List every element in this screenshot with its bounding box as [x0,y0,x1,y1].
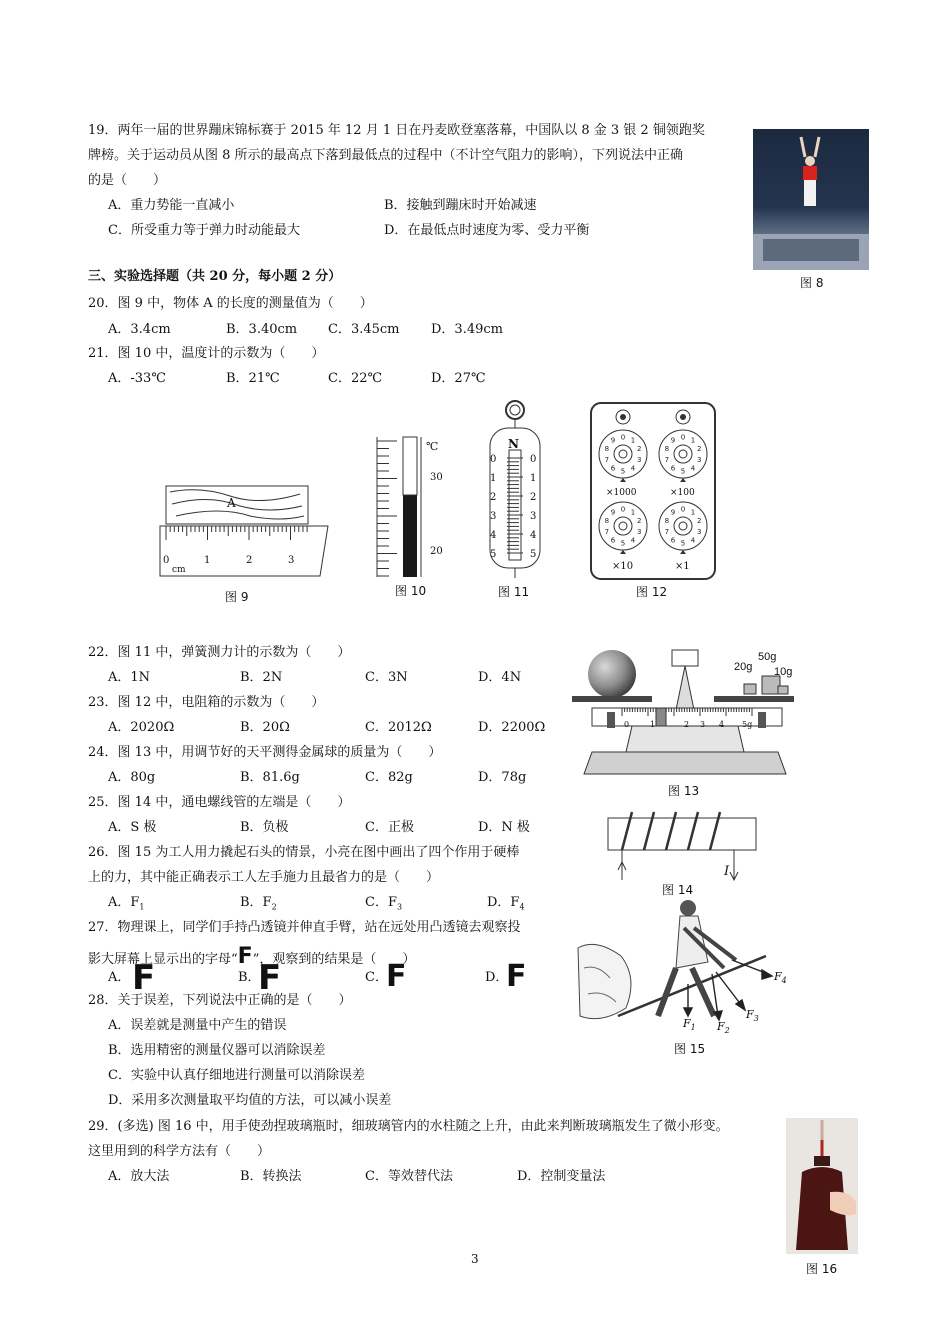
spring-tick-left-0: 0 [490,454,497,465]
dial-label-1: ×1 [675,561,690,572]
dial-label-100: ×100 [670,488,695,498]
current-label: I [724,864,730,879]
q29-option-a: A．放大法 [108,1169,170,1184]
dial-digit: 9 [670,436,676,445]
q22-option-b: B．2N [240,670,283,685]
q25-stem: 25．图 14 中，通电螺线管的左端是（ ） [88,795,351,810]
q21-option-c: C．22℃ [328,371,383,386]
dial-digit: 5 [620,467,626,476]
ruler-unit: cm [172,565,186,575]
weight-10g-label: 10g [774,666,793,678]
ruler-tick-2: 2 [246,555,253,566]
spring-tick-right-3: 3 [530,511,537,522]
q29-line2: 这里用到的科学方法有（ ） [88,1144,271,1159]
q19-option-b: B．接触到蹦床时开始减速 [384,198,537,213]
dial-digit: 9 [610,508,616,517]
q27-line1: 27．物理课上，同学们手持凸透镜并伸直手臂，站在远处用凸透镜去观察投 [88,920,521,935]
dial-digit: 5 [680,467,686,476]
figure-13-caption: 图 13 [668,784,700,798]
spring-tick-left-2: 2 [490,492,497,503]
beam-tick-5g: 5g [742,720,753,729]
q20-option-c: C．3.45cm [328,322,400,337]
spring-tick-right-2: 2 [530,492,537,503]
spring-tick-left-3: 3 [490,511,497,522]
dial-digit: 1 [690,508,696,517]
q23-option-a: A．2020Ω [108,720,175,735]
q24-option-d: D．78g [478,770,527,785]
dial-digit: 3 [696,527,702,536]
q22-option-a: A．1N [108,670,151,685]
q21-stem: 21．图 10 中，温度计的示数为（ ） [88,346,325,361]
q28-option-d: D．采用多次测量取平均值的方法，可以减小误差 [108,1093,392,1108]
q19-option-d: D．在最低点时速度为零、受力平衡 [384,223,590,238]
force-f2-label: $F_2$ [717,1020,730,1036]
q20-option-d: D．3.49cm [431,322,503,337]
q25-option-d: D．N 极 [478,820,530,835]
dial-digit: 6 [610,464,616,473]
figure-14-caption: 图 14 [662,883,694,897]
dial-digit: 8 [604,445,610,454]
trampoline-athlete-figure [753,129,869,270]
figure-11-caption: 图 11 [498,585,530,599]
q19-option-c: C．所受重力等于弹力时动能最大 [108,223,300,238]
dial-digit: 1 [630,508,636,517]
figure-15-caption: 图 15 [674,1042,706,1056]
q27-option-d: D． [485,970,509,985]
q27-option-c-letter: F [386,959,407,994]
ruler-tick-3: 3 [288,555,295,566]
beam-tick-1: 1 [650,720,656,729]
q27-line2: 影大屏幕上显示出的字母“F”，观察到的结果是（ ） [88,944,416,969]
q27-option-b: B． [238,970,261,985]
spring-tick-left-5: 5 [490,549,497,560]
q20-option-b: B．3.40cm [226,322,298,337]
dial-digit: 8 [604,517,610,526]
q20-option-a: A．3.4cm [108,322,171,337]
dial-digit: 8 [664,445,670,454]
spring-tick-right-5: 5 [530,549,537,560]
dial-digit: 3 [696,455,702,464]
dial-digit: 1 [630,436,636,445]
dial-digit: 7 [664,455,670,464]
dial-digit: 4 [630,464,636,473]
q27-option-b-letter: F [258,958,282,998]
dial-digit: 5 [680,539,686,548]
q22-stem: 22．图 11 中，弹簧测力计的示数为（ ） [88,645,351,660]
dial-digit: 4 [690,464,696,473]
q29-option-b: B．转换法 [240,1169,302,1184]
force-f1-label: $F_1$ [683,1017,696,1033]
dial-digit: 0 [680,433,686,442]
q28-option-a: A．误差就是测量中产生的错误 [108,1018,287,1033]
figure-9-object-label: A [227,496,236,510]
dial-digit: 6 [670,536,676,545]
beam-tick-4: 4 [719,720,725,729]
dial-digit: 2 [636,517,642,526]
q27-option-d-letter: F [506,959,527,994]
q22-option-d: D．4N [478,670,522,685]
dial-digit: 7 [664,527,670,536]
q26-option-d: D．$F_4$ [487,895,525,912]
figure-9-caption: 图 9 [225,590,249,604]
force-f4-label: $F_4$ [774,970,787,986]
q26-option-b: B．$F_2$ [240,895,277,912]
q26-line2: 上的力，其中能正确表示工人左手施力且最省力的是（ ） [88,870,440,885]
dial-digit: 7 [604,455,610,464]
thermometer-tick-20: 20 [430,546,443,557]
ruler-tick-1: 1 [204,555,211,566]
figure-14-solenoid [604,810,760,884]
ruler-tick-0: 0 [163,555,170,566]
q20-stem: 20．图 9 中，物体 A 的长度的测量值为（ ） [88,296,373,311]
q19-line1: 19．两年一届的世界蹦床锦标赛于 2015 年 12 月 1 日在丹麦欧登塞落幕，中国队以 8 金 3 银 2 铜领跑奖 [88,123,705,138]
page-number: 3 [471,1252,479,1266]
q28-option-b: B．选用精密的测量仪器可以消除误差 [108,1043,326,1058]
q21-option-b: B．21℃ [226,371,280,386]
dial-digit: 8 [664,517,670,526]
dial-digit: 9 [610,436,616,445]
thermometer-unit: ℃ [426,440,439,453]
q28-stem: 28．关于误差，下列说法中正确的是（ ） [88,993,352,1008]
figure-16-bottle-photo [786,1118,858,1254]
q23-option-b: B．20Ω [240,720,290,735]
dial-digit: 2 [696,517,702,526]
dial-digit: 2 [636,445,642,454]
q23-option-c: C．2012Ω [365,720,432,735]
dial-digit: 6 [670,464,676,473]
spring-tick-left-1: 1 [490,473,497,484]
spring-scale-unit: N [508,437,519,451]
dial-digit: 4 [630,536,636,545]
q29-option-c: C．等效替代法 [365,1169,453,1184]
q29-option-d: D．控制变量法 [517,1169,606,1184]
q27-option-a: A． [108,970,131,985]
spring-tick-right-0: 0 [530,454,537,465]
q28-option-c: C．实验中认真仔细地进行测量可以消除误差 [108,1068,365,1083]
dial-digit: 5 [620,539,626,548]
dial-digit: 4 [690,536,696,545]
q19-line2: 牌榜。关于运动员从图 8 所示的最高点下落到最低点的过程中（不计空气阻力的影响），下列说法中正确 [88,148,684,163]
q23-stem: 23．图 12 中，电阻箱的示数为（ ） [88,695,325,710]
weight-20g-label: 20g [734,661,753,673]
figure-8-trampoline-photo [753,129,869,270]
force-f3-label: $F_3$ [746,1008,759,1024]
dial-digit: 9 [670,508,676,517]
spring-tick-right-4: 4 [530,530,537,541]
q25-option-b: B．负极 [240,820,289,835]
q26-line1: 26．图 15 为工人用力撬起石头的情景，小亮在图中画出了四个作用于硬棒 [88,845,520,860]
dial-digit: 0 [620,433,626,442]
q27-option-c: C． [365,970,388,985]
q24-stem: 24．图 13 中，用调节好的天平测得金属球的质量为（ ） [88,745,442,760]
dial-digit: 0 [620,505,626,514]
dial-digit: 2 [696,445,702,454]
figure-8-caption: 图 8 [800,276,824,290]
q29-line1: 29．(多选) 图 16 中，用手使劲捏玻璃瓶时，细玻璃管内的水柱随之上升，由此来判断玻璃瓶发生了微小形变。 [88,1119,729,1134]
spring-tick-right-1: 1 [530,473,537,484]
thermometer-tick-30: 30 [430,472,443,483]
q27-option-a-letter: F [132,958,156,998]
q26-option-a: A．$F_1$ [108,895,145,912]
weight-50g-label: 50g [758,651,777,663]
figure-15-worker-lever [576,898,796,1036]
dial-digit: 1 [690,436,696,445]
dial-digit: 0 [680,505,686,514]
dial-digit: 3 [636,527,642,536]
q21-option-a: A．-33℃ [108,371,166,386]
q19-option-a: A．重力势能一直减小 [108,198,235,213]
section-3-title: 三、实验选择题（共 20 分，每小题 2 分） [88,269,342,284]
q25-option-c: C．正极 [365,820,414,835]
spring-tick-left-4: 4 [490,530,497,541]
bottle-figure [786,1118,858,1254]
figure-16-caption: 图 16 [806,1262,838,1276]
dial-digit: 3 [636,455,642,464]
q26-option-c: C．$F_3$ [365,895,403,912]
figure-12-caption: 图 12 [636,585,668,599]
dial-digit: 6 [610,536,616,545]
beam-tick-2: 2 [684,720,690,729]
q27-inline-letter: F [237,944,253,969]
q23-option-d: D．2200Ω [478,720,546,735]
q24-option-c: C．82g [365,770,413,785]
q19-line3: 的是（ ） [88,173,167,188]
q25-option-a: A．S 极 [108,820,157,835]
dial-label-1000: ×1000 [606,488,637,498]
q24-option-b: B．81.6g [240,770,300,785]
q22-option-c: C．3N [365,670,408,685]
dial-digit: 7 [604,527,610,536]
dial-label-10: ×10 [612,561,634,572]
figure-10-caption: 图 10 [395,584,427,598]
q21-option-d: D．27℃ [431,371,486,386]
beam-tick-3: 3 [700,720,706,729]
q24-option-a: A．80g [108,770,156,785]
beam-tick-0: 0 [624,720,630,729]
